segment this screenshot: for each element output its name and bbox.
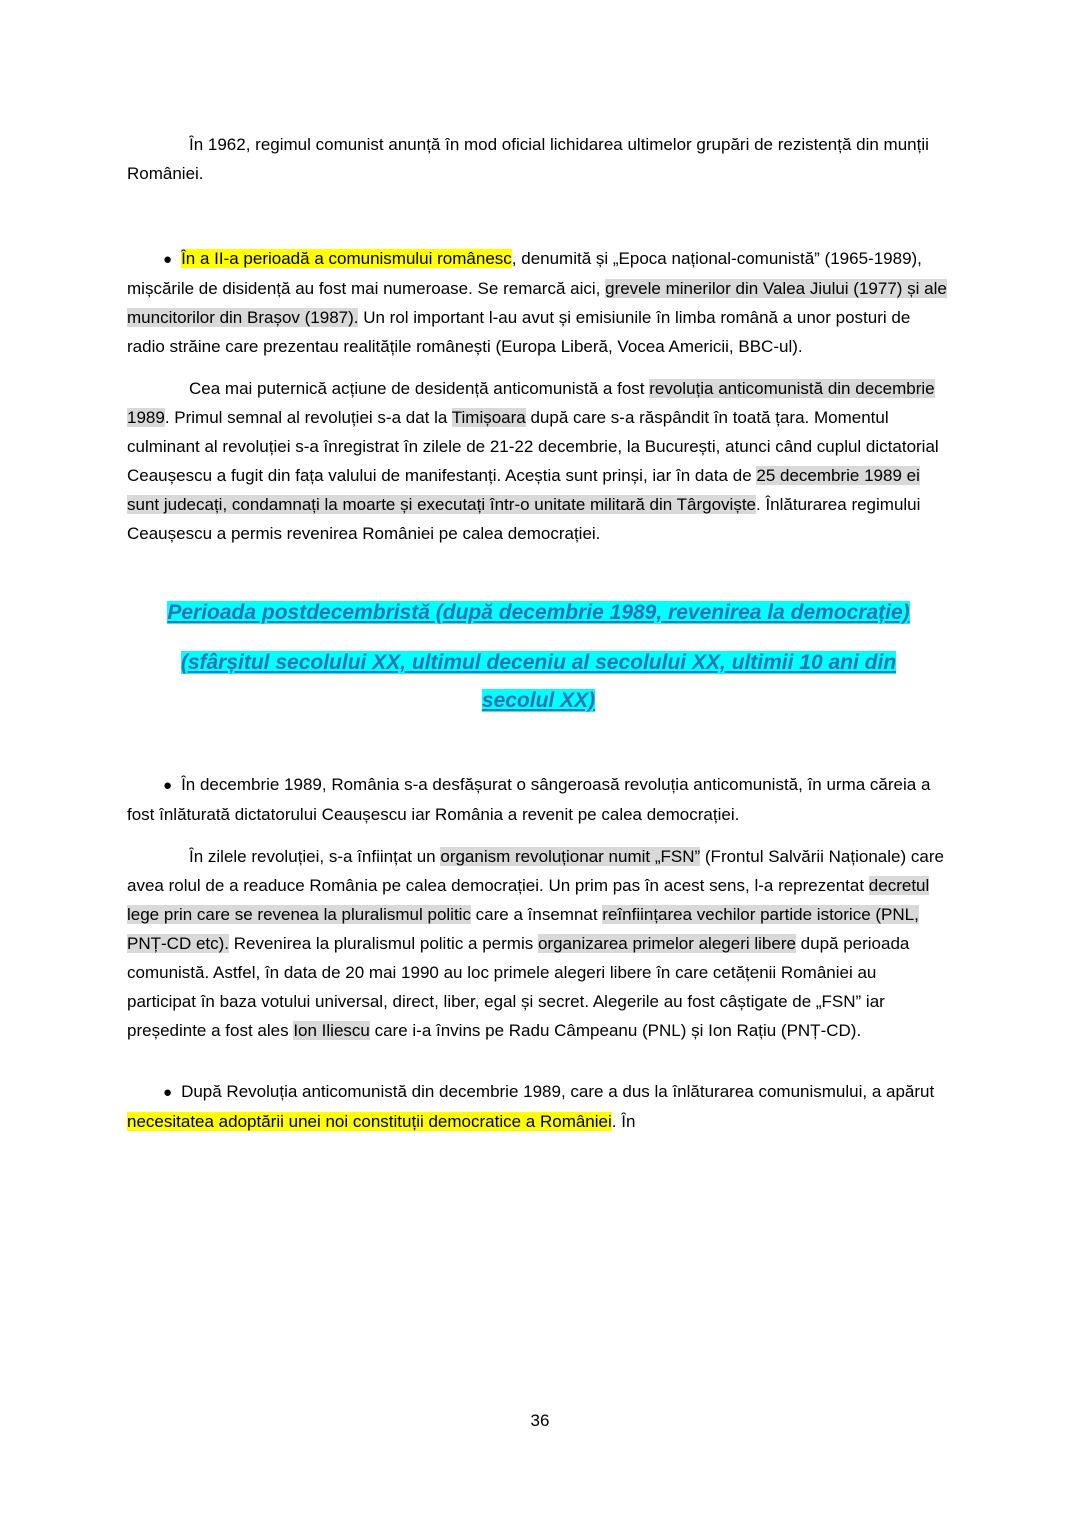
text-run: , denumită și „Epoca național-comunistă” (1965-1989), mișcările de disidență au fost mai numeroase. Se remarcă aici, xyxy=(127,249,922,298)
section-subheading-timeframe xyxy=(157,644,920,720)
highlighted-text-gray: Timișoara xyxy=(451,408,526,427)
text-run: După Revoluția anticomunistă din decembrie 1989, care a dus la înlăturarea comunismului, a apărut xyxy=(181,1082,935,1101)
highlighted-text-gray: revoluția anticomunistă din decembrie 1989 xyxy=(127,379,935,427)
highlighted-text-gray: 25 decembrie 1989 ei sunt judecați, condamnați la moarte și executați într-o unitate militară din Târgoviște xyxy=(127,466,920,514)
text-run: Un rol important l-au avut și emisiunile în limba română a unor posturi de radio străine care prezentau realitățile românești (Europa Liberă, Vocea Americii, BBC-ul). xyxy=(127,308,911,356)
text-run: după perioada comunistă. Astfel, în data de 20 mai 1990 au loc primele alegeri libere în care cetățenii României au participat în baza votului universal, direct, liber, egal și secret. Alegerile au fost câștigate de „FSN” iar președinte a fost ales xyxy=(127,934,910,1040)
highlighted-text-yellow: necesitatea adoptării unei noi constituții democratice a României xyxy=(127,1112,612,1131)
highlighted-text-yellow: În a II-a perioadă a comunismului românesc xyxy=(181,249,512,268)
text-run: Cea mai puternică acțiune de desidență anticomunistă a fost xyxy=(189,379,650,398)
bullet-icon: ● xyxy=(163,251,173,268)
highlighted-heading-cyan: (sfârșitul secolului XX, ultimul deceniu al secolului XX, ultimii 10 ani din secolul XX) xyxy=(180,651,897,712)
paragraph-anticommunist-revolution xyxy=(127,374,950,548)
text-run: care i-a învins pe Radu Câmpeanu (PNL) și Ion Rațiu (PNȚ-CD). xyxy=(369,1021,862,1040)
text-run: În 1962, regimul comunist anunță în mod oficial lichidarea ultimelor grupări de rezistență din munții României. xyxy=(127,135,929,183)
highlighted-heading-cyan: Perioada postdecembristă (după decembrie 1989, revenirea la democrație) xyxy=(167,601,910,624)
text-run: după care s-a răspândit în toată țara. Momentul culminant al revoluției s-a înregistrat în zilele de 21-22 decembrie, la București, atunci când cuplul dictatorial Ceaușescu a fugit din fața valului de manifestanți. Aceștia sunt prinși, iar în data de xyxy=(127,408,939,485)
paragraph-new-constitution xyxy=(127,1077,950,1136)
highlighted-text-gray: grevele minerilor din Valea Jiului (1977) și ale muncitorilor din Brașov (1987). xyxy=(127,279,947,327)
page-number: 36 xyxy=(530,1411,550,1430)
text-run: . În xyxy=(611,1112,636,1131)
text-run: . Înlăturarea regimului Ceaușescu a permis revenirea României pe calea democrației. xyxy=(127,495,921,543)
text-run: care a însemnat xyxy=(470,905,603,924)
text-run: În zilele revoluției, s-a înființat un xyxy=(189,847,441,866)
highlighted-text-gray: decretul lege prin care se revenea la pluralismul politic xyxy=(127,876,930,924)
highlighted-text-gray: Ion Iliescu xyxy=(293,1021,370,1040)
text-run: (Frontul Salvării Naționale) care avea rolul de a readuce România pe calea democrației. Un prim pas în acest sens, l-a reprezentat xyxy=(127,847,944,895)
paragraph-1962-liquidation xyxy=(127,130,950,188)
section-heading-postdecember-period xyxy=(157,594,920,632)
highlighted-text-gray: organizarea primelor alegeri libere xyxy=(537,934,796,953)
text-run: Revenirea la pluralismul politic a permis xyxy=(229,934,538,953)
paragraph-fsn-elections xyxy=(127,842,950,1045)
bullet-icon: ● xyxy=(163,777,173,794)
bullet-icon: ● xyxy=(163,1084,173,1101)
highlighted-text-gray: reînființarea vechilor partide istorice (PNL, PNȚ-CD etc). xyxy=(127,905,919,953)
text-run: În decembrie 1989, România s-a desfășurat o sângeroasă revoluția anticomunistă, în urma căreia a fost înlăturată dictatorului Ceaușescu iar România a revenit pe calea democrației. xyxy=(127,775,931,824)
paragraph-december-1989 xyxy=(127,770,950,829)
paragraph-second-communist-period xyxy=(127,244,950,361)
highlighted-text-gray: organism revoluționar numit „FSN” xyxy=(440,847,701,866)
text-run: . Primul semnal al revoluției s-a dat la xyxy=(164,408,452,427)
